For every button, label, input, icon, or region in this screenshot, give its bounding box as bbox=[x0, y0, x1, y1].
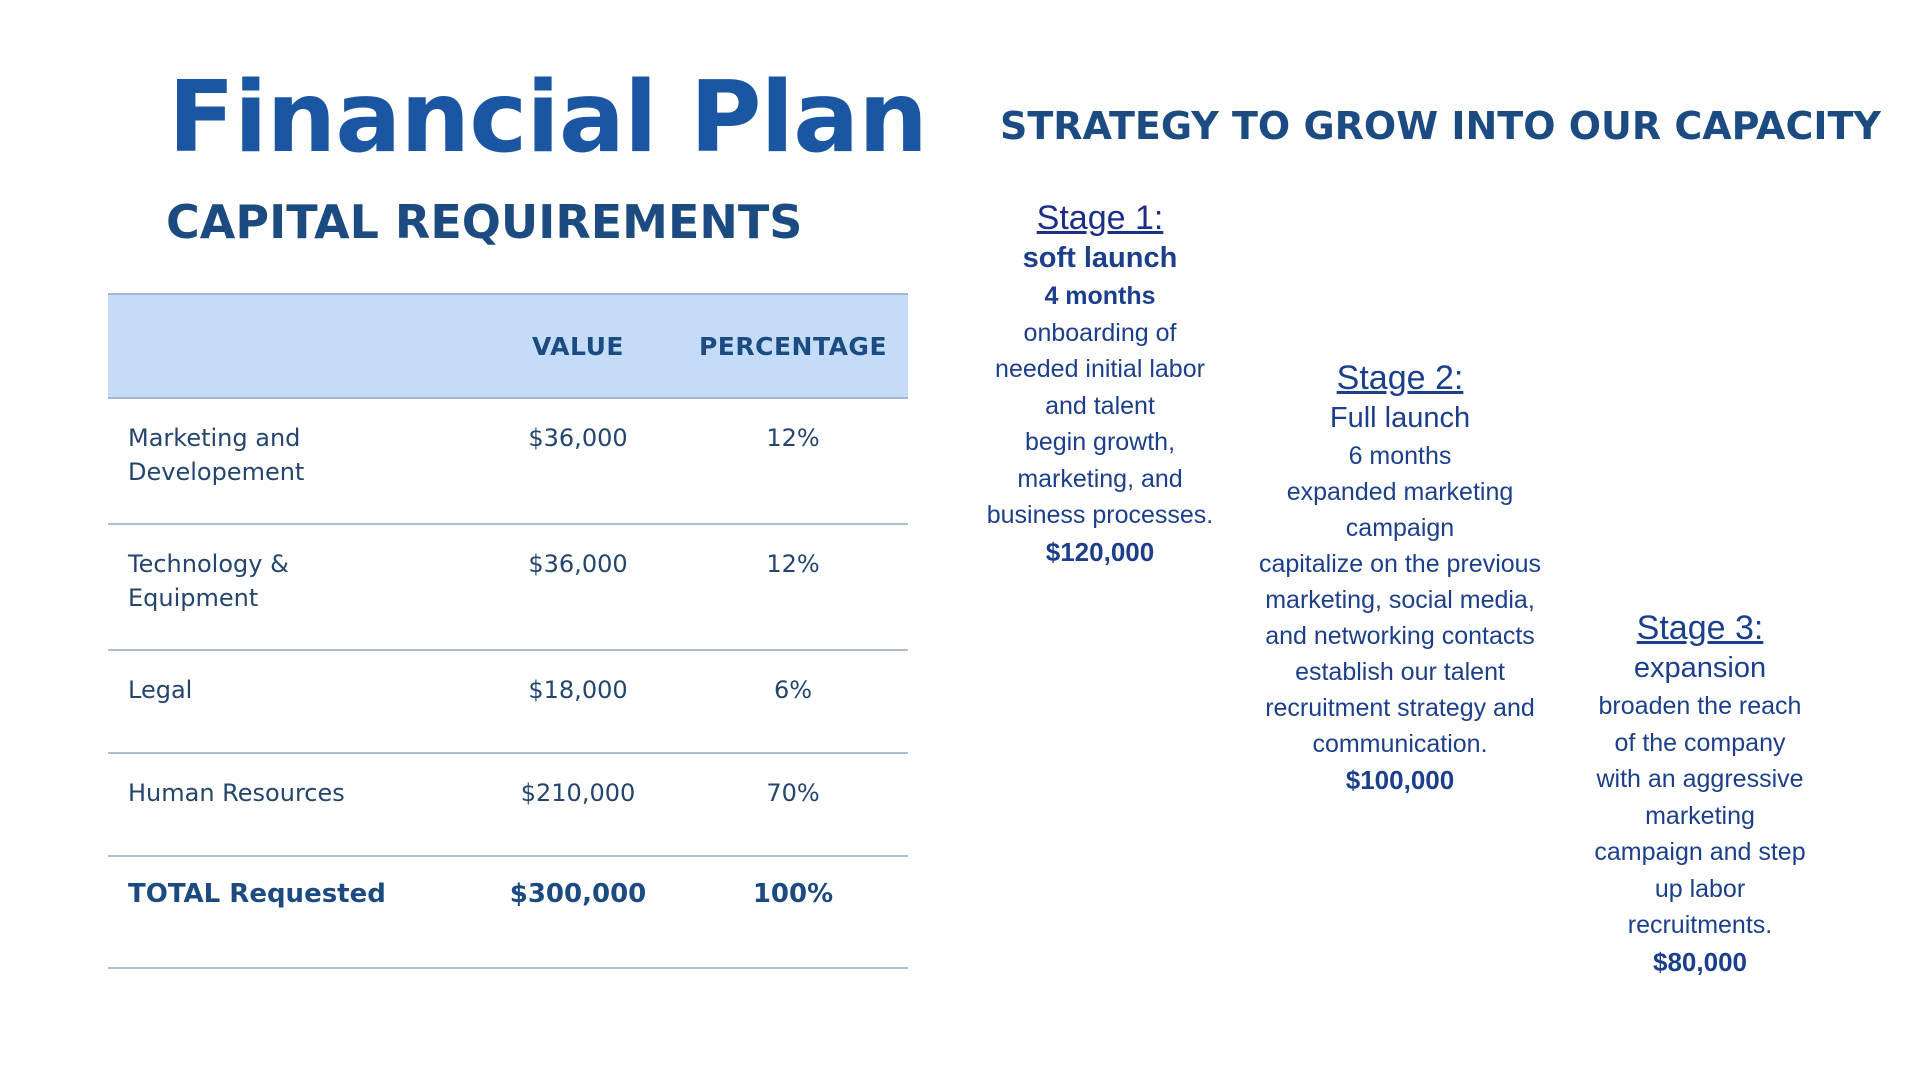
stage-line: business processes. bbox=[986, 501, 1214, 529]
stage-line: establish our talent bbox=[1295, 658, 1505, 686]
stage-line: campaign and step bbox=[1594, 838, 1806, 866]
stage-line: recruitment strategy and bbox=[1265, 694, 1535, 722]
section-title-strategy: STRATEGY TO GROW INTO OUR CAPACITY bbox=[1000, 104, 1881, 148]
stage-line: needed initial labor bbox=[995, 355, 1205, 383]
row-label: Legal bbox=[108, 650, 478, 753]
stage-line: capitalize on the previous bbox=[1258, 550, 1542, 578]
page-title: Financial Plan bbox=[168, 61, 928, 175]
total-value: $300,000 bbox=[478, 856, 678, 968]
stage-name: Full launch bbox=[1329, 402, 1471, 434]
row-label: Technology & Equipment bbox=[108, 524, 478, 650]
stage-name: expansion bbox=[1633, 652, 1767, 684]
total-label: TOTAL Requested bbox=[108, 856, 478, 968]
stage-1-block bbox=[960, 198, 1240, 570]
stage-title: Stage 1: bbox=[1036, 199, 1164, 237]
header-label bbox=[108, 294, 478, 398]
stage-amount: $100,000 bbox=[1345, 765, 1455, 795]
stage-line: communication. bbox=[1312, 730, 1488, 758]
stage-name: soft launch bbox=[1022, 242, 1178, 274]
total-percent: 100% bbox=[678, 856, 908, 968]
stage-3-block bbox=[1560, 608, 1840, 980]
stage-line: and networking contacts bbox=[1265, 622, 1535, 650]
header-value: VALUE bbox=[478, 294, 678, 398]
header-percentage: PERCENTAGE bbox=[678, 294, 908, 398]
table-row bbox=[108, 524, 908, 650]
row-percent: 12% bbox=[678, 398, 908, 524]
stage-title: Stage 3: bbox=[1636, 609, 1764, 647]
table-total-row bbox=[108, 856, 908, 968]
stage-line: marketing, and bbox=[1017, 464, 1183, 493]
stage-line: begin growth, bbox=[1024, 428, 1176, 456]
stage-title: Stage 2: bbox=[1336, 359, 1464, 397]
row-label: Human Resources bbox=[108, 753, 478, 856]
stage-line: expanded marketing bbox=[1286, 478, 1514, 506]
stage-line: onboarding of bbox=[1023, 318, 1177, 347]
stage-line: broaden the reach bbox=[1598, 692, 1802, 720]
stage-line: of the company bbox=[1614, 728, 1786, 757]
table-row bbox=[108, 650, 908, 753]
table-row bbox=[108, 398, 908, 524]
stage-line: with an aggressive bbox=[1596, 765, 1804, 793]
stage-line: and talent bbox=[1045, 391, 1155, 420]
stage-duration: 4 months bbox=[1044, 282, 1156, 310]
stage-line: marketing, social media, bbox=[1265, 586, 1535, 614]
table-header-row bbox=[108, 294, 908, 398]
capital-requirements-table bbox=[108, 293, 908, 969]
stage-amount: $120,000 bbox=[1045, 536, 1155, 567]
stage-line: campaign bbox=[1345, 514, 1455, 542]
stage-line: marketing bbox=[1645, 801, 1755, 830]
stage-amount: $80,000 bbox=[1653, 946, 1747, 977]
row-value: $210,000 bbox=[478, 753, 678, 856]
row-value: $18,000 bbox=[478, 650, 678, 753]
row-value: $36,000 bbox=[478, 524, 678, 650]
stage-line: recruitments. bbox=[1627, 911, 1773, 939]
row-percent: 70% bbox=[678, 753, 908, 856]
stage-line: up labor bbox=[1654, 874, 1746, 903]
table-row bbox=[108, 753, 908, 856]
row-percent: 6% bbox=[678, 650, 908, 753]
stage-duration: 6 months bbox=[1348, 442, 1452, 470]
stage-2-block bbox=[1240, 358, 1560, 798]
row-label: Marketing and Developement bbox=[108, 398, 478, 524]
section-title-capital: CAPITAL REQUIREMENTS bbox=[166, 195, 803, 249]
row-percent: 12% bbox=[678, 524, 908, 650]
row-value: $36,000 bbox=[478, 398, 678, 524]
